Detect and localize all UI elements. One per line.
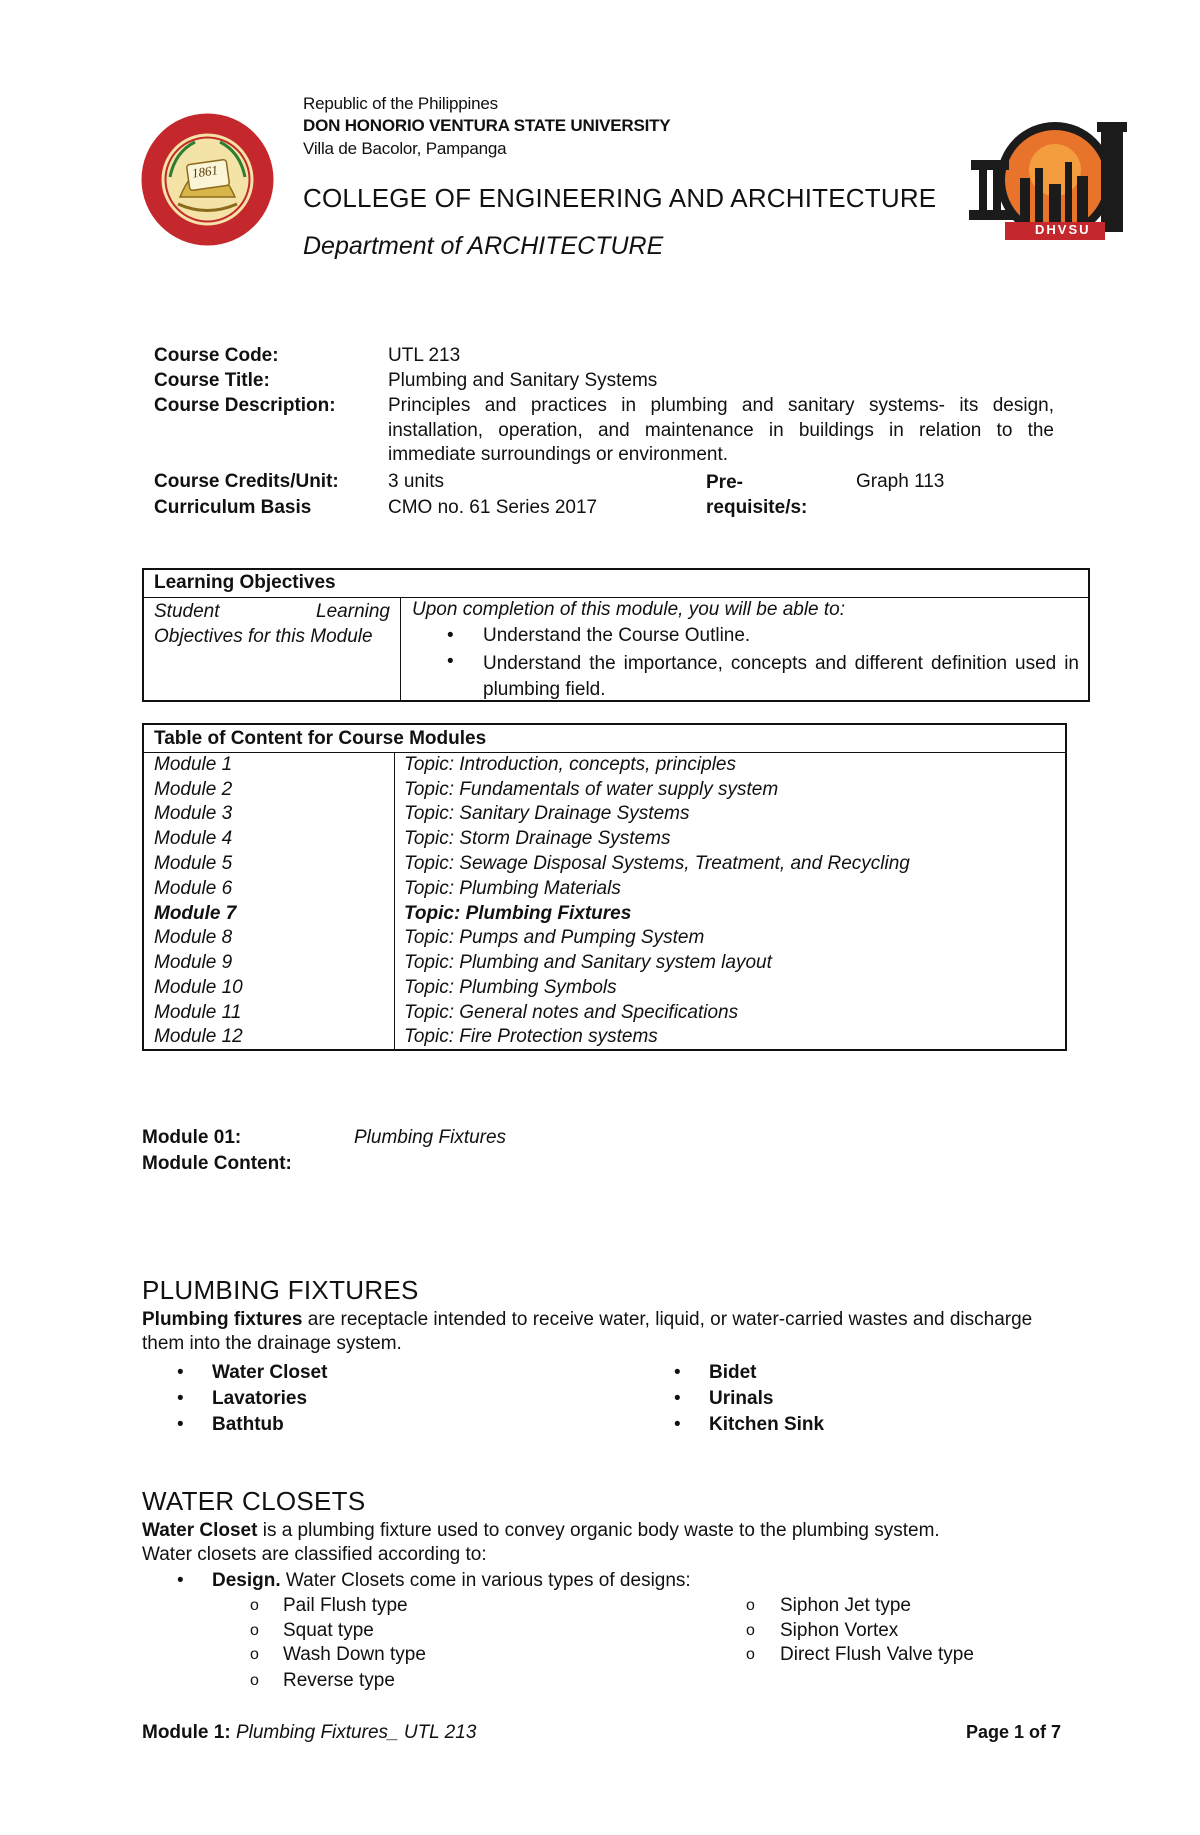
fixture-item-urinals: Urinals xyxy=(709,1388,774,1409)
toc-topic-10: Topic: Plumbing Symbols xyxy=(404,977,617,998)
lo-item-2: Understand the importance, concepts and different definition used in plumbing field. xyxy=(483,653,1079,700)
toc-topic-3: Topic: Sanitary Drainage Systems xyxy=(404,803,690,824)
fixture-bullet-6: • xyxy=(674,1414,681,1435)
toc-module-11: Module 11 xyxy=(154,1002,242,1023)
learning-objectives-header: Learning Objectives xyxy=(154,572,336,593)
fixture-item-water-closet: Water Closet xyxy=(212,1362,328,1383)
type-marker-4: o xyxy=(250,1672,259,1689)
type-marker-5: o xyxy=(746,1597,755,1614)
course-description-label: Course Description: xyxy=(154,395,336,416)
plumbing-fixtures-title: PLUMBING FIXTURES xyxy=(142,1275,419,1305)
toc-topic-8: Topic: Pumps and Pumping System xyxy=(404,927,705,948)
toc-module-3: Module 3 xyxy=(154,803,233,824)
design-label: Design. xyxy=(212,1570,281,1591)
water-closet-classified: Water closets are classified according to: xyxy=(142,1544,487,1565)
lo-left-cell: Student Learning Objectives for this Module xyxy=(154,601,390,647)
toc-module-2: Module 2 xyxy=(154,779,233,800)
prerequisite-label: Pre-requisite/s: xyxy=(706,472,808,518)
toc-module-7-current: Module 7 xyxy=(154,903,237,924)
design-line xyxy=(212,1569,691,1593)
toc-topic-1: Topic: Introduction, concepts, principles xyxy=(404,754,736,775)
footer-module xyxy=(142,1722,476,1744)
module-number-label: Module 01: xyxy=(142,1127,242,1148)
lo-column-divider xyxy=(400,597,401,700)
lo-bullet-2: • xyxy=(447,651,454,672)
footer-page xyxy=(966,1722,1061,1743)
logo-dhvsu-text: DHVSU xyxy=(1035,222,1091,237)
lo-item-1: Understand the Course Outline. xyxy=(483,625,751,646)
water-closet-term: Water Closet xyxy=(142,1520,258,1541)
toc-topic-5: Topic: Sewage Disposal Systems, Treatment, and Recycling xyxy=(404,853,910,874)
footer-page-prefix: Page xyxy=(966,1722,1015,1742)
type-squat: Squat type xyxy=(283,1620,374,1641)
water-closets-title: WATER CLOSETS xyxy=(142,1486,366,1516)
left-university-seal xyxy=(140,112,275,247)
toc-topic-12: Topic: Fire Protection systems xyxy=(404,1026,658,1047)
toc-topic-2: Topic: Fundamentals of water supply system xyxy=(404,779,779,800)
fixture-bullet-1: • xyxy=(177,1362,184,1383)
footer-module-text: Plumbing Fixtures_ UTL 213 xyxy=(230,1722,477,1743)
type-marker-3: o xyxy=(250,1646,259,1663)
seal-year: 1861 xyxy=(191,162,219,181)
fixture-item-kitchen-sink: Kitchen Sink xyxy=(709,1414,825,1435)
toc-module-8: Module 8 xyxy=(154,927,233,948)
design-text: Water Closets come in various types of designs: xyxy=(280,1570,691,1591)
fixture-item-bidet: Bidet xyxy=(709,1362,757,1383)
fixture-bullet-3: • xyxy=(177,1414,184,1435)
toc-module-5: Module 5 xyxy=(154,853,233,874)
toc-topic-7-current: Topic: Plumbing Fixtures xyxy=(404,903,632,924)
footer-page-number: 1 xyxy=(1014,1722,1025,1742)
course-title-label: Course Title: xyxy=(154,370,270,391)
water-closet-definition xyxy=(142,1519,1067,1543)
type-marker-1: o xyxy=(250,1597,259,1614)
toc-module-4: Module 4 xyxy=(154,828,233,849)
toc-header: Table of Content for Course Modules xyxy=(154,728,487,749)
university-name: DON HONORIO VENTURA STATE UNIVERSITY xyxy=(303,116,671,135)
course-credits-value: 3 units xyxy=(388,471,444,492)
footer-page-total: 7 xyxy=(1051,1722,1062,1742)
course-credits-label: Course Credits/Unit: xyxy=(154,471,339,492)
type-reverse: Reverse type xyxy=(283,1670,395,1691)
fixture-item-bathtub: Bathtub xyxy=(212,1414,284,1435)
plumbing-fixtures-term: Plumbing fixtures xyxy=(142,1309,303,1330)
toc-table xyxy=(142,723,1067,1051)
toc-module-12: Module 12 xyxy=(154,1026,243,1047)
toc-topic-6: Topic: Plumbing Materials xyxy=(404,878,621,899)
college-name: COLLEGE OF ENGINEERING AND ARCHITECTURE xyxy=(303,183,937,213)
type-pail-flush: Pail Flush type xyxy=(283,1595,408,1616)
right-college-logo xyxy=(965,118,1135,253)
lo-bullet-1: • xyxy=(447,625,454,646)
type-marker-2: o xyxy=(250,1622,259,1639)
fixture-bullet-2: • xyxy=(177,1388,184,1409)
lo-header-divider xyxy=(144,597,1088,598)
republic-line: Republic of the Philippines xyxy=(303,94,498,113)
fixture-bullet-4: • xyxy=(674,1362,681,1383)
type-marker-6: o xyxy=(746,1622,755,1639)
university-location: Villa de Bacolor, Pampanga xyxy=(303,139,507,158)
toc-module-1: Module 1 xyxy=(154,754,233,775)
plumbing-fixtures-definition-text: are receptacle intended to receive water, liquid, or water-carried wastes and discharge them into the drainage system. xyxy=(142,1309,1033,1354)
toc-module-6: Module 6 xyxy=(154,878,233,899)
lo-intro: Upon completion of this module, you will be able to: xyxy=(412,599,846,620)
prerequisite-value: Graph 113 xyxy=(856,471,945,492)
fixture-item-lavatories: Lavatories xyxy=(212,1388,308,1409)
footer-module-label: Module 1: xyxy=(142,1722,231,1743)
course-title-value: Plumbing and Sanitary Systems xyxy=(388,370,658,391)
water-closet-definition-text: is a plumbing fixture used to convey organic body waste to the plumbing system. xyxy=(257,1520,940,1541)
toc-topic-9: Topic: Plumbing and Sanitary system layout xyxy=(404,952,772,973)
type-wash-down: Wash Down type xyxy=(283,1644,426,1665)
learning-objectives-table xyxy=(142,568,1090,702)
course-description-value: Principles and practices in plumbing and sanitary systems- its design, installation, operation, and maintenance in buildings in relation to the immediate surroundings or environment. xyxy=(388,395,1054,465)
type-siphon-jet: Siphon Jet type xyxy=(780,1595,911,1616)
module-content-label: Module Content: xyxy=(142,1153,292,1174)
fixture-bullet-5: • xyxy=(674,1388,681,1409)
course-code-label: Course Code: xyxy=(154,345,279,366)
curriculum-basis-value: CMO no. 61 Series 2017 xyxy=(388,497,598,518)
curriculum-basis-label: Curriculum Basis xyxy=(154,497,312,518)
plumbing-fixtures-definition xyxy=(142,1308,1067,1356)
type-siphon-vortex: Siphon Vortex xyxy=(780,1620,899,1641)
toc-module-10: Module 10 xyxy=(154,977,243,998)
type-marker-7: o xyxy=(746,1646,755,1663)
course-code-value: UTL 213 xyxy=(388,345,461,366)
footer-page-of: of xyxy=(1024,1722,1052,1742)
type-direct-flush-valve: Direct Flush Valve type xyxy=(780,1644,974,1665)
toc-topic-4: Topic: Storm Drainage Systems xyxy=(404,828,671,849)
department-name: Department of ARCHITECTURE xyxy=(303,232,664,260)
design-bullet: • xyxy=(177,1570,184,1591)
toc-module-9: Module 9 xyxy=(154,952,233,973)
toc-topic-11: Topic: General notes and Specifications xyxy=(404,1002,739,1023)
module-number-value: Plumbing Fixtures xyxy=(354,1127,507,1148)
